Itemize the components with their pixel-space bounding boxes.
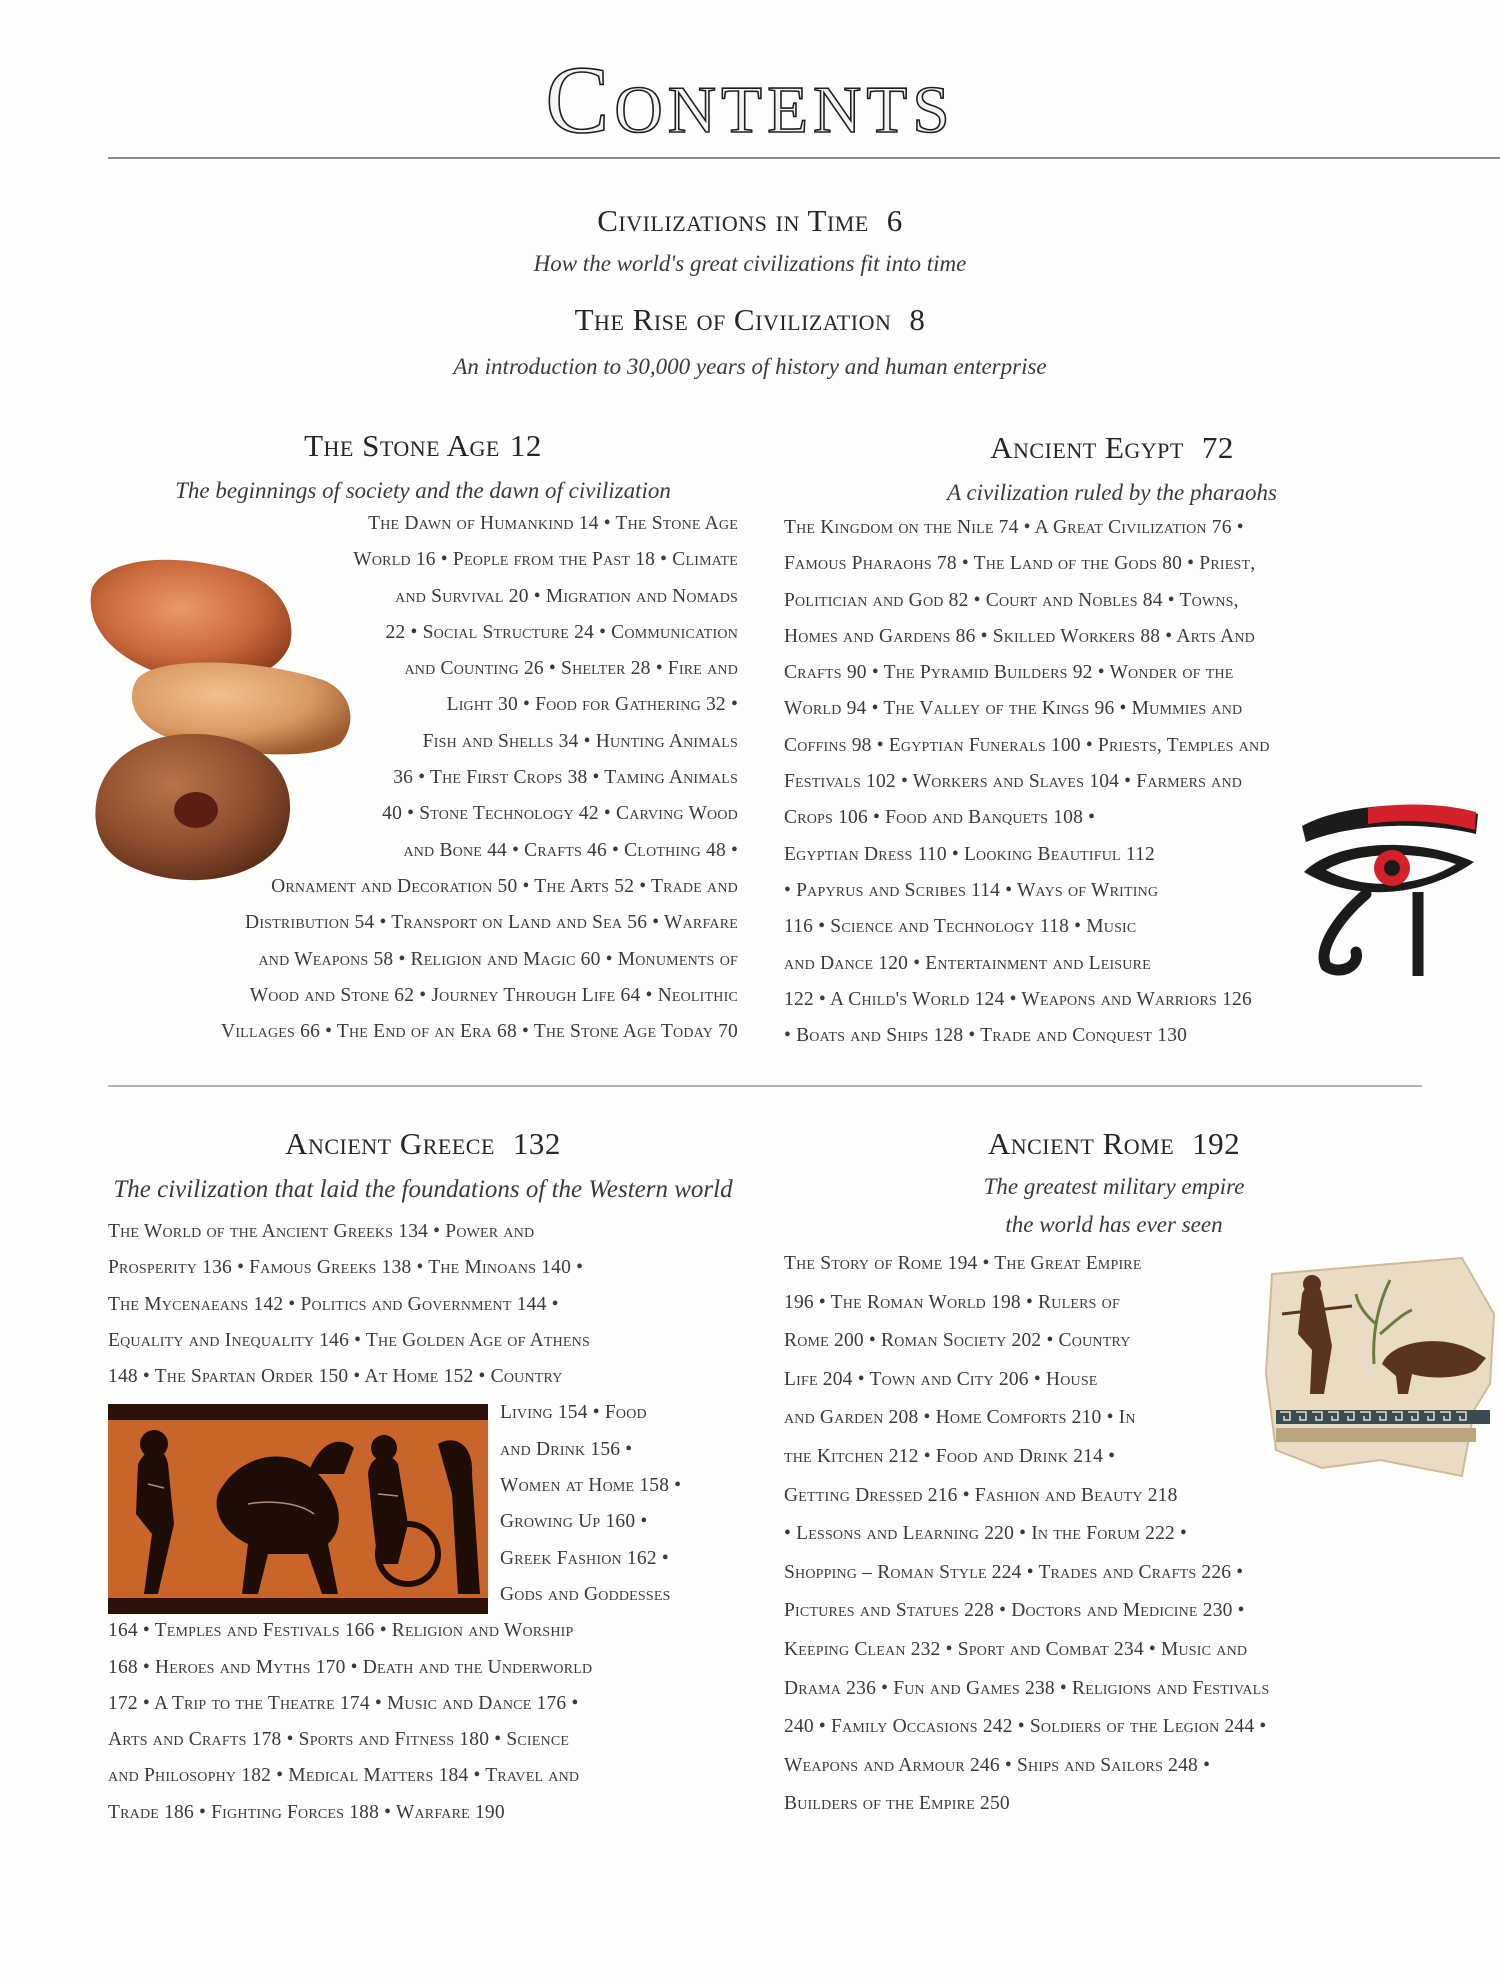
page-title: Contents <box>545 46 955 153</box>
contents-line: The Mycenaeans 142 • Politics and Government 144 • <box>108 1293 559 1315</box>
contents-line: Getting Dressed 216 • Fashion and Beauty 218 <box>784 1484 1178 1506</box>
section-title-stone-age[interactable] <box>108 428 738 464</box>
section-title-egypt[interactable] <box>782 430 1442 466</box>
section-page-number: 192 <box>1192 1126 1241 1161</box>
contents-line: Trade 186 • Fighting Forces 188 • Warfare 190 <box>108 1801 505 1823</box>
contents-line: Rome 200 • Roman Society 202 • Country <box>784 1330 1131 1352</box>
contents-line: The Dawn of Humankind 14 • The Stone Age <box>368 513 738 534</box>
contents-line: 122 • A Child's World 124 • Weapons and Warriors 126 <box>784 988 1252 1010</box>
contents-line: and Bone 44 • Crafts 46 • Clothing 48 • <box>403 839 738 861</box>
contents-line: Famous Pharaohs 78 • The Land of the Gods 80 • Priest, <box>784 553 1256 575</box>
contents-line: The Story of Rome 194 • The Great Empire <box>784 1253 1142 1274</box>
section-title-text: Ancient Egypt <box>990 430 1184 465</box>
contents-line: and Counting 26 • Shelter 28 • Fire and <box>404 658 738 680</box>
section-subtitle-rome <box>784 1168 1444 1244</box>
contents-line: 148 • The Spartan Order 150 • At Home 152 • Country <box>108 1366 563 1388</box>
greek-vase-painting <box>108 1404 488 1614</box>
contents-line: 196 • The Roman World 198 • Rulers of <box>784 1291 1120 1313</box>
contents-line: Prosperity 136 • Famous Greeks 138 • The Minoans 140 • <box>108 1257 584 1279</box>
section-page-number: 132 <box>512 1126 561 1161</box>
contents-line: 164 • Temples and Festivals 166 • Religion and Worship <box>108 1620 574 1642</box>
contents-line: and Drink 156 • <box>500 1438 633 1460</box>
section-title-rome[interactable] <box>784 1126 1444 1162</box>
contents-line: Drama 236 • Fun and Games 238 • Religions and Festivals <box>784 1677 1270 1699</box>
roman-mosaic-fragment <box>1262 1254 1498 1484</box>
entry-title: The Rise of Civilization <box>574 302 892 337</box>
contents-line: Life 204 • Town and City 206 • House <box>784 1368 1098 1390</box>
horus-tail <box>1324 894 1366 970</box>
section-stone-age-header <box>108 428 738 507</box>
contents-line: Egyptian Dress 110 • Looking Beautiful 112 <box>784 843 1155 865</box>
section-greece-header <box>108 1126 738 1208</box>
contents-line: 22 • Social Structure 24 • Communication <box>385 621 738 643</box>
intro-entry-civilizations-in-time[interactable] <box>0 203 1500 239</box>
entry-page-number: 8 <box>909 302 926 337</box>
contents-line: Arts and Crafts 178 • Sports and Fitness 180 • Science <box>108 1729 570 1751</box>
stone-tools-illustration <box>78 548 368 888</box>
contents-line: The World of the Ancient Greeks 134 • Power and <box>108 1221 535 1242</box>
contents-line: Politician and God 82 • Court and Nobles 84 • Towns, <box>784 589 1239 611</box>
contents-line: Growing Up 160 • <box>500 1511 648 1533</box>
intro-entry-rise-of-civilization[interactable] <box>0 302 1500 338</box>
section-title-text: The Stone Age <box>304 428 500 463</box>
contents-line: Gods and Goddesses <box>500 1583 671 1605</box>
section-egypt-header <box>782 430 1442 509</box>
contents-line: Festivals 102 • Workers and Slaves 104 • Farmers and <box>784 771 1243 793</box>
contents-line: and Weapons 58 • Religion and Magic 60 • Monuments of <box>258 948 738 970</box>
contents-line: Villages 66 • The End of an Era 68 • The Stone Age Today 70 <box>221 1021 738 1043</box>
section-title-text: Ancient Rome <box>987 1126 1175 1161</box>
subtitle-line: The greatest military empire <box>983 1173 1245 1199</box>
contents-line: 172 • A Trip to the Theatre 174 • Music and Dance 176 • <box>108 1692 579 1714</box>
contents-line: and Dance 120 • Entertainment and Leisure <box>784 952 1151 974</box>
contents-line: 240 • Family Occasions 242 • Soldiers of the Legion 244 • <box>784 1716 1267 1738</box>
title-divider <box>108 157 1500 159</box>
contents-line: Pictures and Statues 228 • Doctors and Medicine 230 • <box>784 1600 1245 1622</box>
contents-line: Equality and Inequality 146 • The Golden Age of Athens <box>108 1329 590 1351</box>
contents-line: The Kingdom on the Nile 74 • A Great Civilization 76 • <box>784 517 1244 538</box>
contents-line: Greek Fashion 162 • <box>500 1547 669 1569</box>
contents-line: Crops 106 • Food and Banquets 108 • <box>784 807 1096 829</box>
contents-line: Women at Home 158 • <box>500 1475 682 1497</box>
section-subtitle-egypt: A civilization ruled by the pharaohs <box>947 479 1277 505</box>
contents-line: 40 • Stone Technology 42 • Carving Wood <box>382 803 738 825</box>
stone-hole <box>174 792 218 828</box>
contents-line: Fish and Shells 34 • Hunting Animals <box>422 730 738 752</box>
contents-line: Weapons and Armour 246 • Ships and Sailors 248 • <box>784 1754 1211 1776</box>
contents-line: Builders of the Empire 250 <box>784 1793 1010 1815</box>
contents-line: 168 • Heroes and Myths 170 • Death and the Underworld <box>108 1656 593 1678</box>
contents-line: Light 30 • Food for Gathering 32 • <box>446 694 738 716</box>
contents-line: World 94 • The Valley of the Kings 96 • Mummies and <box>784 698 1243 720</box>
intro-subtitle-rise-of-civilization: An introduction to 30,000 years of history and human enterprise <box>453 354 1047 379</box>
contents-line: and Philosophy 182 • Medical Matters 184 • Travel and <box>108 1765 580 1787</box>
section-page-number: 72 <box>1201 430 1234 465</box>
subtitle-line: the world has ever seen <box>1005 1211 1223 1237</box>
contents-line: and Survival 20 • Migration and Nomads <box>395 585 738 607</box>
contents-line: Coffins 98 • Egyptian Funerals 100 • Priests, Temples and <box>784 734 1270 756</box>
section-rome-header <box>784 1126 1444 1244</box>
contents-line: • Papyrus and Scribes 114 • Ways of Writing <box>784 879 1159 901</box>
contents-line: and Garden 208 • Home Comforts 210 • In <box>784 1407 1136 1429</box>
contents-line: 36 • The First Crops 38 • Taming Animals <box>393 767 738 789</box>
eye-of-horus-icon <box>1296 800 1482 980</box>
contents-line: Shopping – Roman Style 224 • Trades and Crafts 226 • <box>784 1561 1244 1583</box>
contents-line: Keeping Clean 232 • Sport and Combat 234 • Music and <box>784 1638 1248 1660</box>
contents-line: Distribution 54 • Transport on Land and Sea 56 • Warfare <box>245 912 738 934</box>
section-title-text: Ancient Greece <box>285 1126 495 1161</box>
contents-line: • Boats and Ships 128 • Trade and Conquest 130 <box>784 1025 1188 1047</box>
contents-line: Crafts 90 • The Pyramid Builders 92 • Wonder of the <box>784 662 1234 684</box>
contents-line: Living 154 • Food <box>500 1402 647 1424</box>
section-subtitle-greece: The civilization that laid the foundations of the Western world <box>113 1175 733 1203</box>
section-divider <box>108 1085 1422 1087</box>
contents-line: Ornament and Decoration 50 • The Arts 52 • Trade and <box>271 875 738 897</box>
contents-line: Homes and Gardens 86 • Skilled Workers 88 • Arts And <box>784 625 1255 647</box>
section-page-number: 12 <box>509 428 542 463</box>
contents-line: Wood and Stone 62 • Journey Through Life 64 • Neolithic <box>249 984 738 1006</box>
contents-line: World 16 • People from the Past 18 • Climate <box>353 549 738 571</box>
contents-line: • Lessons and Learning 220 • In the Forum 222 • <box>784 1523 1188 1545</box>
entry-title: Civilizations in Time <box>597 203 869 238</box>
contents-line: the Kitchen 212 • Food and Drink 214 • <box>784 1445 1116 1467</box>
section-subtitle-stone-age: The beginnings of society and the dawn of civilization <box>175 477 671 503</box>
intro-subtitle-civilizations-in-time: How the world's great civilizations fit into time <box>533 251 967 276</box>
section-title-greece[interactable] <box>108 1126 738 1162</box>
entry-page-number: 6 <box>886 203 903 238</box>
contents-line: 116 • Science and Technology 118 • Music <box>784 916 1137 938</box>
